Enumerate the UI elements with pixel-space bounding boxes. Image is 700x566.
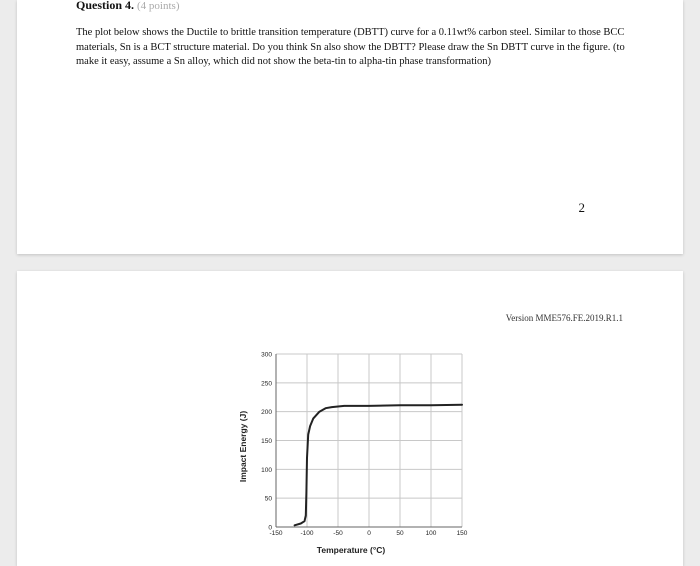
y-tick-label-2: 100 (261, 466, 272, 474)
y-tick-label-0: 0 (268, 524, 272, 532)
x-tick-label-2: -50 (333, 530, 343, 537)
dbtt-chart (17, 271, 683, 566)
y-tick-label-4: 200 (261, 409, 272, 417)
page-1 (17, 0, 683, 254)
x-tick-label-0: -150 (269, 530, 283, 537)
y-tick-label-3: 150 (261, 438, 272, 445)
question-title (76, 0, 180, 13)
y-tick-label-1: 50 (264, 495, 272, 503)
question-text: The plot below shows the Ductile to brittle transition temperature (DBTT) curve for a 0.11wt% carbon steel. Similar to those BCC materials, Sn is a BCT structure material. Do you think Sn also show the DBTT? Please draw the Sn DBTT curve in the figure. (to make it easy, assume a Sn alloy, which did not show the beta-tin to alpha-tin phase transformation) (76, 27, 625, 67)
y-tick-label-5: 250 (261, 380, 272, 388)
x-tick-label-5: 100 (425, 530, 437, 537)
x-tick-label-3: 0 (367, 530, 371, 537)
version-label: Version MME576.FE.2019.R1.1 (505, 313, 623, 323)
dbtt-curve-0 (295, 405, 462, 526)
page-number: 2 (578, 200, 585, 215)
y-tick-label-6: 300 (261, 351, 272, 359)
y-axis-label: Impact Energy (J) (238, 410, 248, 483)
page-2 (17, 271, 683, 566)
question-points: (4 points) (137, 0, 180, 12)
question-number: Question 4. (76, 0, 135, 12)
x-tick-label-1: -100 (300, 530, 314, 537)
x-tick-label-6: 150 (456, 530, 468, 537)
x-axis-label: Temperature (°C) (316, 545, 386, 555)
x-tick-label-4: 50 (396, 530, 404, 537)
